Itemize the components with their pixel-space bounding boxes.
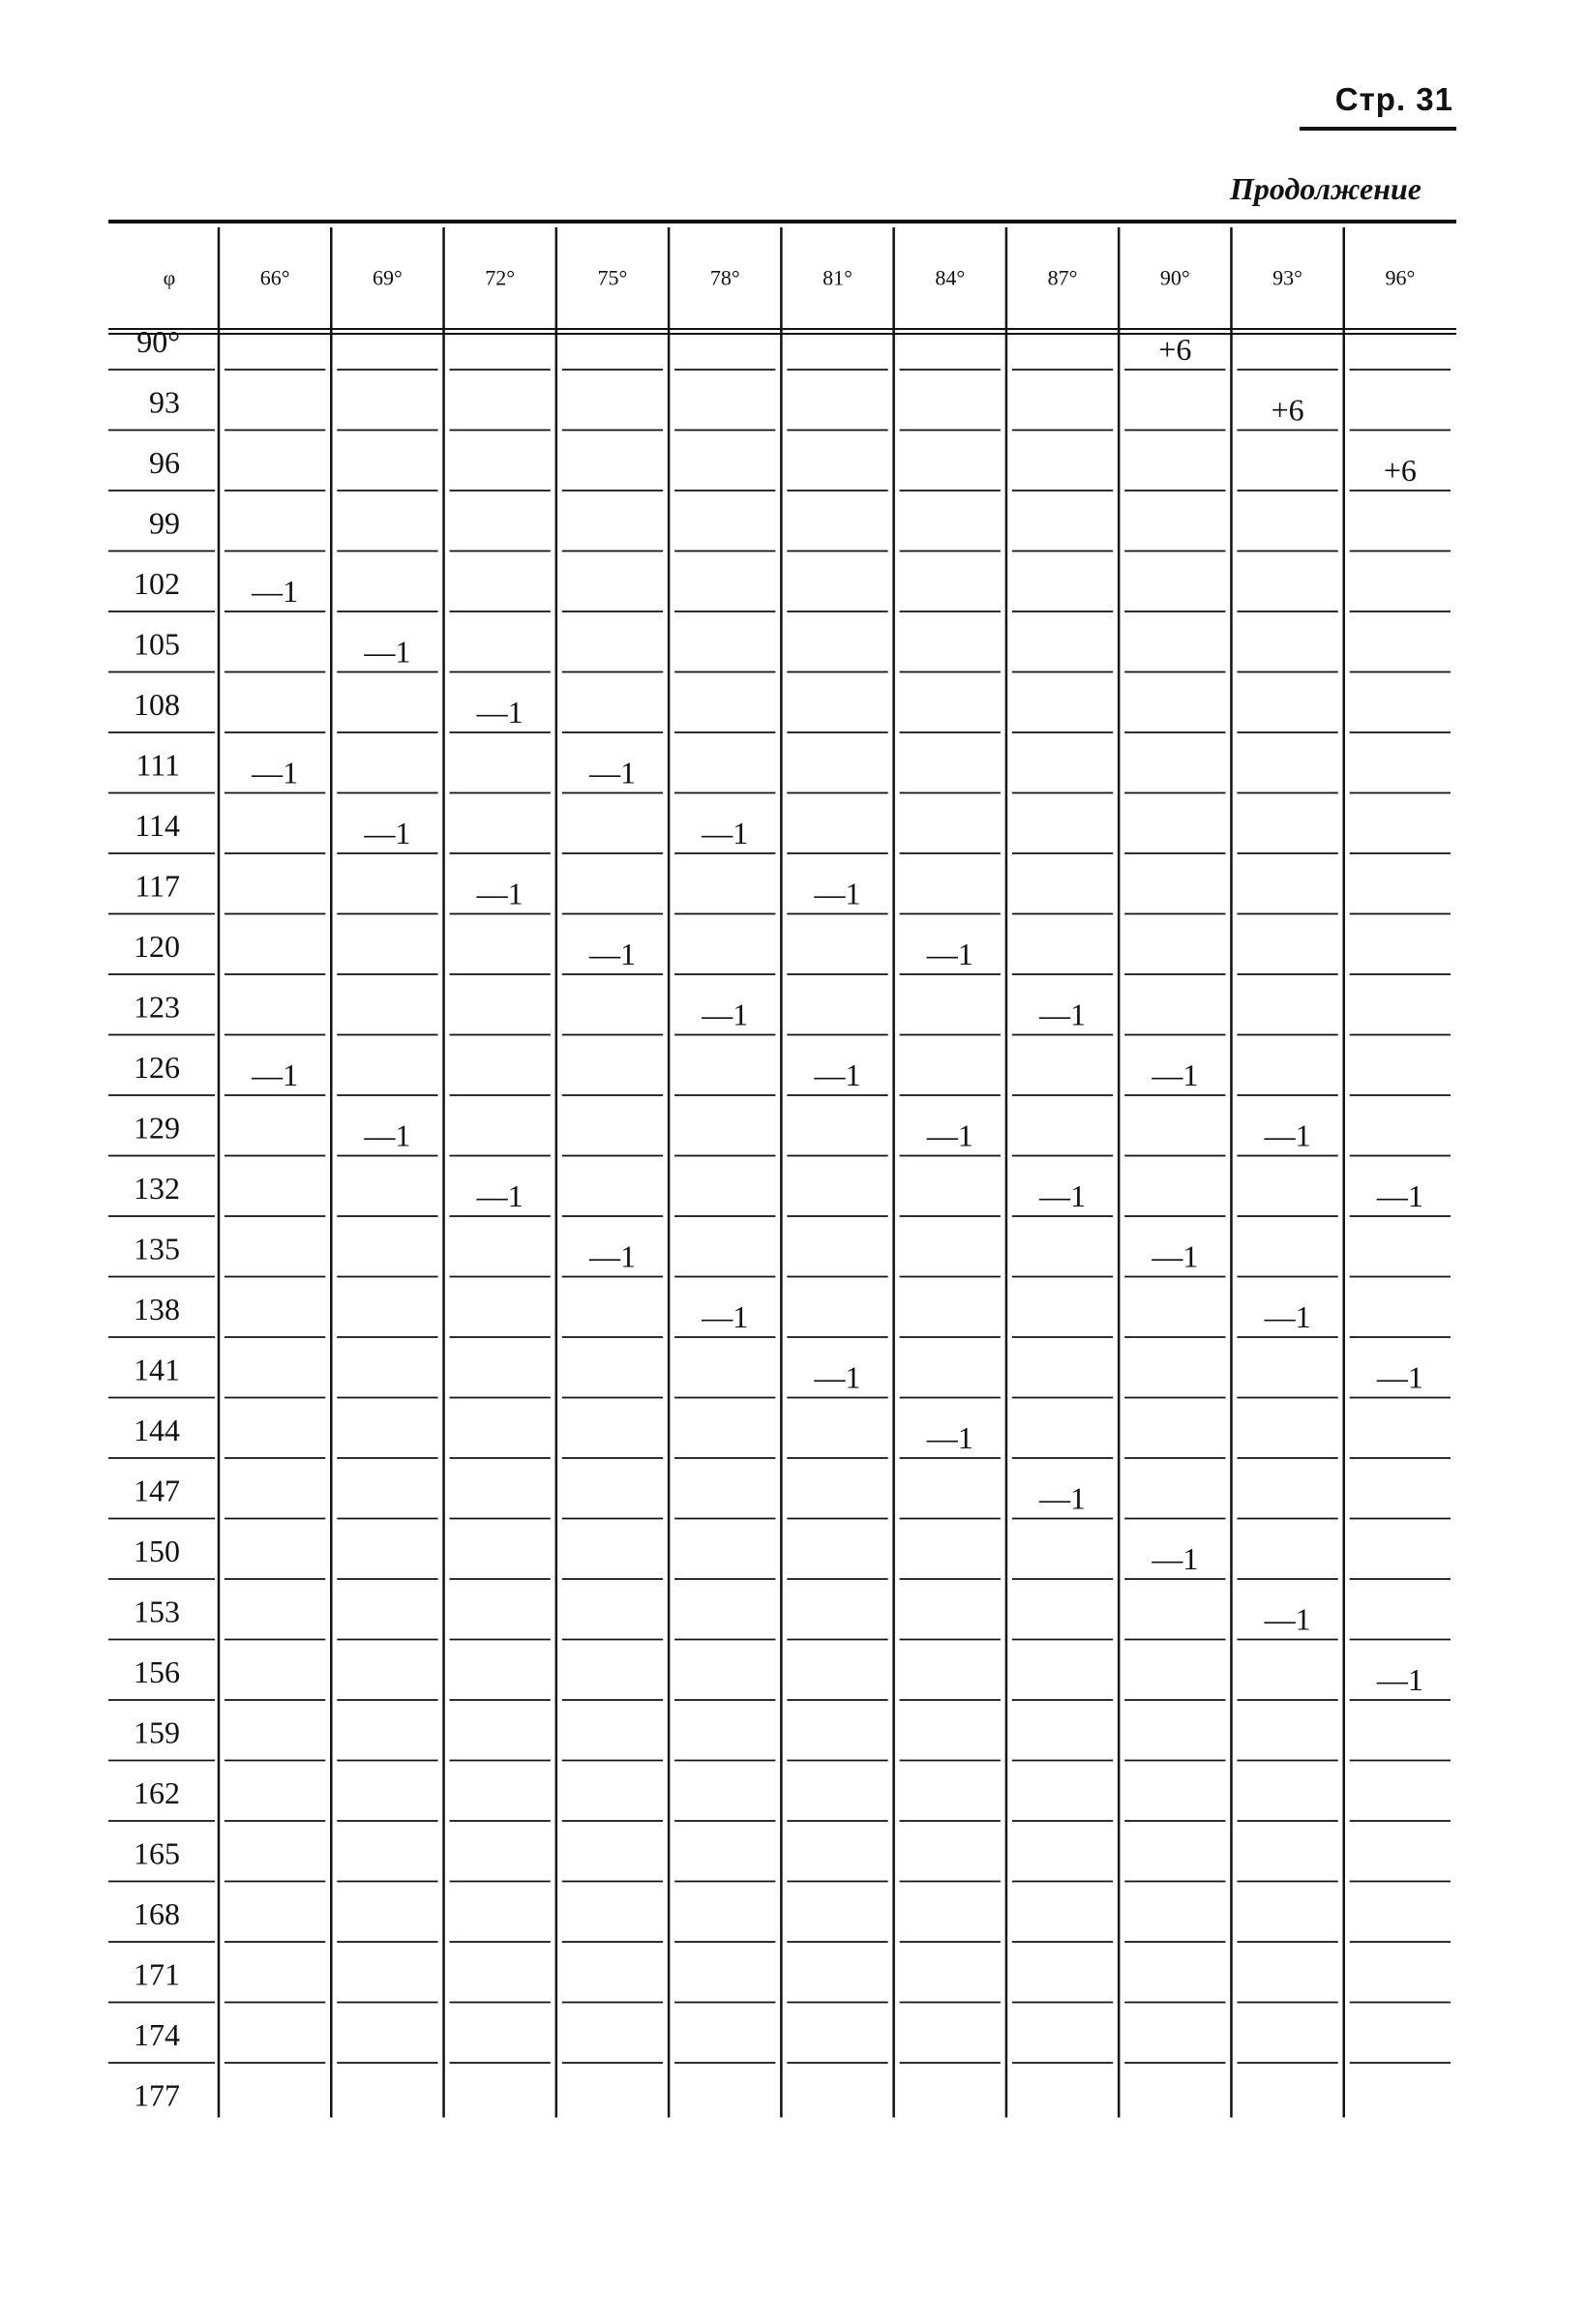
table-cell: +6 <box>1158 332 1192 367</box>
table-cell: —1 <box>476 1178 524 1213</box>
row-label: 132 <box>134 1171 180 1206</box>
row-label: 102 <box>134 566 180 601</box>
table-row <box>134 566 298 609</box>
row-label: 96 <box>149 445 180 480</box>
table-cell: —1 <box>1039 997 1087 1032</box>
table-row <box>134 1715 180 1750</box>
row-label: 138 <box>134 1292 180 1326</box>
row-label: 168 <box>134 1896 180 1931</box>
table-cell: +6 <box>1383 453 1417 488</box>
table-row <box>136 324 1191 367</box>
row-label: 135 <box>134 1231 180 1266</box>
table-row <box>134 2017 180 2052</box>
table-row <box>134 1292 1311 1334</box>
table-grid-lines <box>108 222 1456 2118</box>
column-header: 75° <box>597 265 628 290</box>
table-row <box>134 1654 1423 1697</box>
row-label: 162 <box>134 1775 180 1810</box>
table-row <box>134 1474 1086 1516</box>
table-cell: —1 <box>814 1359 861 1395</box>
table-row <box>149 506 180 541</box>
table-row <box>134 1171 1423 1213</box>
row-label: 90° <box>136 324 180 359</box>
table-cell: —1 <box>702 816 749 850</box>
table-cell: —1 <box>588 755 636 790</box>
table-row <box>134 990 1086 1032</box>
row-label: 159 <box>134 1714 180 1750</box>
table-cell: —1 <box>1264 1117 1311 1153</box>
table-row <box>135 808 748 850</box>
table-cell: —1 <box>1039 1480 1087 1516</box>
table-row <box>134 1353 1423 1395</box>
row-label: 174 <box>134 2017 180 2052</box>
table-cell: —1 <box>1152 1058 1199 1092</box>
column-header: 96° <box>1385 265 1416 290</box>
row-label: 108 <box>134 687 180 722</box>
table-row <box>134 1050 1198 1092</box>
table-cell: —1 <box>926 937 973 971</box>
row-label: 111 <box>135 747 180 783</box>
row-label: 99 <box>149 505 180 541</box>
column-header: 66° <box>259 265 290 290</box>
table-cell: —1 <box>476 876 524 911</box>
table-cell: —1 <box>364 1117 411 1153</box>
table-cell: +6 <box>1271 392 1304 428</box>
table-row <box>134 1896 180 1931</box>
table-cell: —1 <box>926 1117 973 1153</box>
table-cell: —1 <box>1152 1541 1199 1576</box>
row-label: 153 <box>134 1594 180 1629</box>
table-cell: —1 <box>1376 1662 1423 1697</box>
row-label: 156 <box>134 1654 180 1689</box>
row-label: 93 <box>149 384 180 420</box>
table-header <box>164 266 1416 290</box>
table-row <box>135 748 636 790</box>
column-header: 90° <box>1159 265 1190 290</box>
table-cell: —1 <box>364 816 411 850</box>
continuation-label: Продолжение <box>1230 171 1421 206</box>
row-label: 105 <box>134 626 180 662</box>
row-label: 150 <box>134 1534 180 1568</box>
table-row <box>134 1836 180 1871</box>
table-cell: —1 <box>252 1058 299 1092</box>
table-row <box>134 1775 180 1810</box>
row-label: 114 <box>135 808 180 843</box>
table-cell: —1 <box>1039 1178 1087 1213</box>
table-row <box>134 627 410 670</box>
table-cell: —1 <box>364 634 411 670</box>
table-body <box>134 324 1423 2113</box>
column-header: 72° <box>485 265 516 290</box>
table-row <box>135 869 860 911</box>
table-cell: —1 <box>702 1299 749 1334</box>
table-cell: —1 <box>814 1058 861 1092</box>
table-cell: —1 <box>1264 1601 1311 1637</box>
row-label: 165 <box>134 1835 180 1871</box>
table-row <box>134 1534 1198 1576</box>
column-header-phi: φ <box>163 265 176 290</box>
table-cell: —1 <box>252 574 299 609</box>
page-number: Стр. 31 <box>1334 81 1453 117</box>
column-header: 84° <box>935 265 966 290</box>
row-label: 177 <box>134 2077 180 2113</box>
row-label: 117 <box>135 868 180 904</box>
table-cell: —1 <box>926 1420 973 1455</box>
column-header: 69° <box>373 265 403 290</box>
table-row <box>134 1957 180 1992</box>
table-cell: —1 <box>1376 1178 1423 1213</box>
row-label: 126 <box>134 1050 180 1085</box>
table-cell: —1 <box>1152 1238 1199 1274</box>
column-header: 78° <box>709 265 740 290</box>
row-label: 120 <box>134 929 180 964</box>
table-cell: —1 <box>588 937 636 971</box>
table-row <box>134 1111 1311 1153</box>
table-row <box>149 445 1417 488</box>
row-label: 141 <box>134 1352 180 1387</box>
table-row <box>134 2078 180 2113</box>
row-label: 171 <box>134 1956 180 1992</box>
row-label: 129 <box>134 1110 180 1146</box>
table-row <box>134 687 524 730</box>
table-row <box>134 1232 1198 1274</box>
row-label: 123 <box>134 989 180 1025</box>
row-label: 144 <box>134 1413 180 1447</box>
table-row <box>134 1413 973 1455</box>
column-header: 81° <box>823 265 853 290</box>
table-cell: —1 <box>252 755 299 790</box>
table-row <box>134 929 973 971</box>
table-cell: —1 <box>1376 1359 1423 1395</box>
table-row <box>149 385 1304 428</box>
row-label: 147 <box>134 1473 180 1508</box>
table-cell: —1 <box>814 876 861 911</box>
table-cell: —1 <box>1264 1299 1311 1334</box>
table-cell: —1 <box>702 997 749 1032</box>
column-header: 93° <box>1272 265 1302 290</box>
table-row <box>134 1594 1311 1637</box>
table-cell: —1 <box>588 1238 636 1274</box>
table-cell: —1 <box>476 695 524 730</box>
column-header: 87° <box>1047 265 1078 290</box>
